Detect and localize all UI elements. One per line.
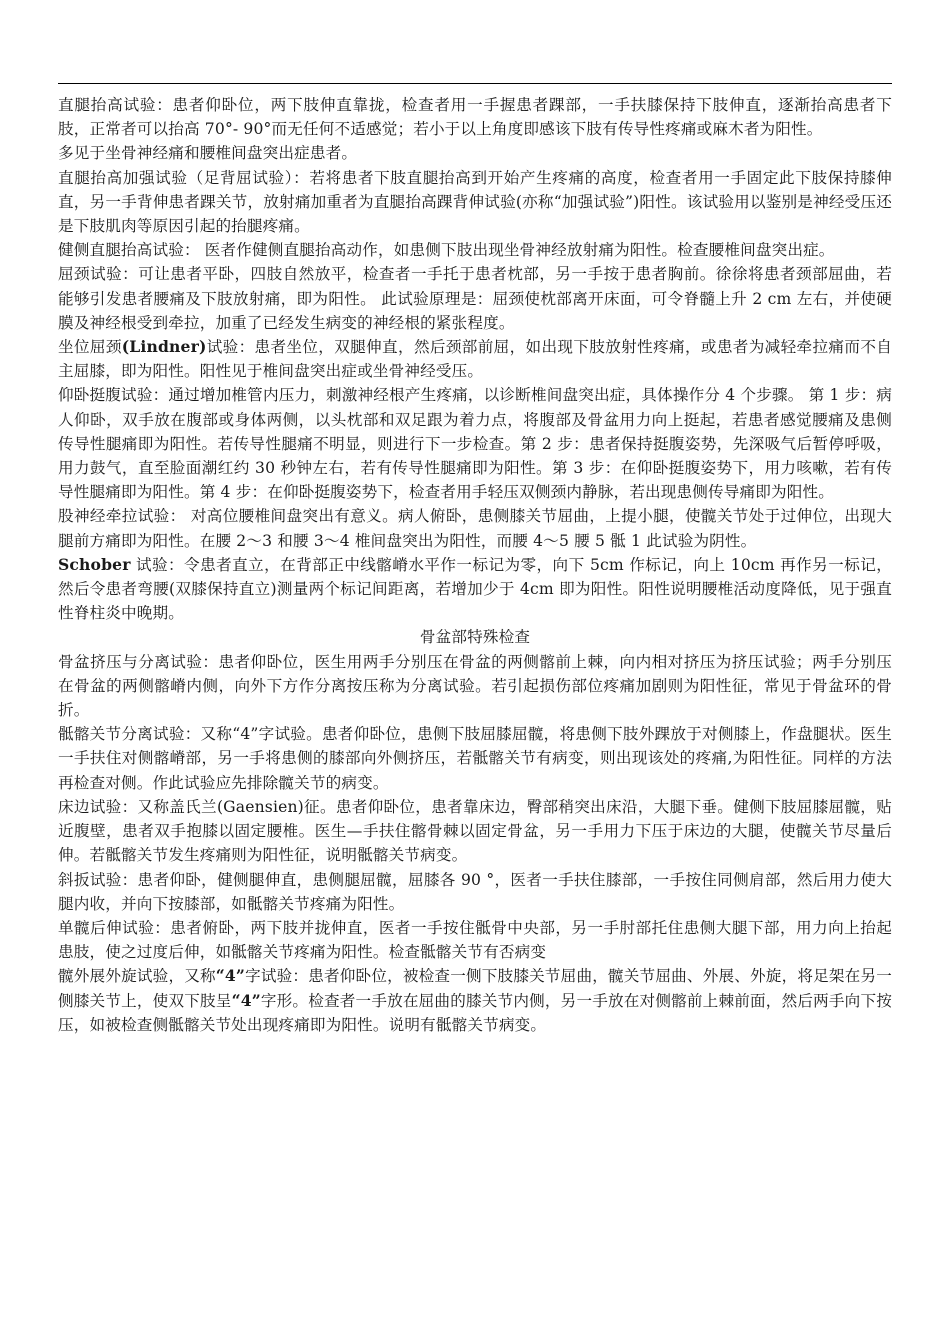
header-rule	[58, 83, 892, 84]
hip-bold-1: “4”	[215, 966, 246, 986]
neck-flexion-paragraph: 屈颈试验：可让患者平卧，四肢自然放平，检查者一手托于患者枕部，另一手按于患者胸前。徐徐将患者颈部屈曲，若能够引发患者腰痛及下肢放射痛，即为阳性。 此试验原理是：屈颈使枕部离开床面，可令脊髓上升 2 cm 左右，并使硬膜及神经根受到牵拉，加重了已经发生病变的神经根的紧张程度。	[58, 265, 892, 332]
supine-abdomen-paragraph: 仰卧挺腹试验：通过增加椎管内压力，刺激神经根产生疼痛，以诊断椎间盘突出症，具体操作分 4 个步骤。 第 1 步：病人仰卧，双手放在腹部或身体两侧，以头枕部和双足跟为着力点，将腹部及骨盆用力向上挺起，若患者感觉腰痛及患侧传导性腿痛即为阳性。若传导性腿痛不明显，则进行下一步检查。第 2 步：患者保持挺腹姿势，先深吸气后暂停呼吸，用力鼓气，直至脸面潮红约 30 秒钟左右，若有传导性腿痛即为阳性。第 3 步：在仰卧挺腹姿势下，用力咳嗽，若有传导性腿痛即为阳性。第 4 步：在仰卧挺腹姿势下，检查者用手轻压双侧颈内静脉，若出现患侧传导痛即为阳性。	[58, 386, 892, 502]
gaenslen-paragraph: 床边试验：又称盖氏兰(Gaensien)征。患者仰卧位，患者靠床边，臀部稍突出床沿，大腿下垂。健侧下肢屈膝屈髋，贴近腹壁，患者双手抱膝以固定腰椎。医生—手扶住髂骨棘以固定骨盆，另一手用力下压于床边的大腿，使髋关节尽量后伸。若骶髂关节发生疼痛则为阳性征，说明骶髂关节病变。	[58, 797, 892, 865]
schober-rest: 试验：令患者直立，在背部正中线髂嵴水平作一标记为零，向下 5cm 作标记，向上 10cm 再作另一标记，然后令患者弯腰(双膝保持直立)测量两个标记间距离，若增加少于 4cm 即为阳性。阳性说明腰椎活动度降低，见于强直性脊柱炎中晚期。	[58, 555, 892, 623]
hip-text-c: 字形。检查者一手放在屈曲的膝关节内侧，另一手放在对侧髂前上棘前面，然后两手向下按压，如被检查侧骶髂关节处出现疼痛即为阳性。说明有骶髂关节病变。	[58, 991, 892, 1034]
hip-text-a: 髋外展外旋试验，又称	[58, 967, 216, 986]
pelvic-compression-paragraph: 骨盆挤压与分离试验：患者仰卧位，医生用两手分别压在骨盆的两侧髂前上棘，向内相对挤压为挤压试验；两手分别压在骨盆的两侧髂嵴内侧，向外下方作分离按压称为分离试验。若引起损伤部位疼痛加剧则为阳性征，常见于骨盆环的骨折。	[58, 652, 892, 720]
straight-leg-raise-paragraph: 直腿抬高试验：患者仰卧位，两下肢伸直靠拢，检查者用一手握患者踝部，一手扶膝保持下肢伸直，逐渐抬高患者下肢，正常者可以抬高 70°- 90°而无任何不适感觉；若小于以上角度即感该下肢有传导性疼痛或麻木者为阳性。	[58, 96, 892, 139]
schober-bold: Schober	[58, 554, 131, 574]
sacroiliac-separation-paragraph: 骶髂关节分离试验：又称“4”字试验。患者仰卧位，患侧下肢屈膝屈髋，将患侧下肢外踝放于对侧膝上，作盘腿状。医生一手扶住对侧髂嵴部，另一手将患侧的膝部向外侧挤压，若骶髂关节有病变，则出现该处的疼痛,为阳性征。同样的方法再检查对侧。作此试验应先排除髋关节的病变。	[58, 725, 892, 792]
lindner-paragraph	[58, 335, 892, 383]
femoral-stretch-paragraph: 股神经牵拉试验： 对高位腰椎间盘突出有意义。病人俯卧，患侧膝关节屈曲，上提小腿，使髋关节处于过伸位，出现大腿前方痛即为阳性。在腰 2～3 和腰 3～4 椎间盘突出为阳性，而腰 4～5 腰 5 骶 1 此试验为阴性。	[58, 507, 892, 550]
schober-paragraph	[58, 553, 892, 626]
sciatica-note-paragraph: 多见于坐骨神经痛和腰椎间盘突出症患者。	[58, 144, 358, 163]
lindner-prefix: 坐位屈颈	[58, 338, 122, 357]
single-hip-extension-paragraph: 单髋后伸试验：患者俯卧，两下肢并拢伸直，医者一手按住骶骨中央部，另一手肘部托住患侧大腿下部，用力向上抬起患肢，使之过度后伸，如骶髂关节疼痛为阳性。检查骶髂关节有否病变	[58, 918, 892, 962]
lindner-bold: (Lindner)	[121, 337, 207, 357]
lindner-rest: 试验：患者坐位，双腿伸直，然后颈部前屈，如出现下肢放射性疼痛，或患者为减轻牵拉痛而不自主屈膝，即为阳性。阳性见于椎间盘突出症或坐骨神经受压。	[58, 338, 893, 381]
hip-text-b: 字试验：患者仰卧位，被检查一侧下肢膝关节屈曲，髋关节屈曲、外展、外旋，将足架在另一侧膝关节上，使双下肢呈	[58, 967, 892, 1010]
contralateral-slr-paragraph: 健侧直腿抬高试验： 医者作健侧直腿抬高动作，如患侧下肢出现坐骨神经放射痛为阳性。检查腰椎间盘突出症。	[58, 241, 835, 260]
hip-abduction-paragraph	[58, 964, 892, 1037]
hip-bold-2: “4”	[231, 990, 261, 1010]
oblique-pull-paragraph: 斜扳试验：患者仰卧，健侧腿伸直，患侧腿屈髋，屈膝各 90 °，医者一手扶住膝部，一手按住同侧肩部，然后用力使大腿内收，并向下按膝部，如骶髂关节疼痛为阳性。	[58, 870, 892, 913]
document-body	[58, 93, 892, 1037]
reinforced-slr-paragraph: 直腿抬高加强试验（足背屈试验）：若将患者下肢直腿抬高到开始产生疼痛的高度，检查者用一手固定此下肢保持膝伸直，另一手背伸患者踝关节，放射痛加重者为直腿抬高踝背伸试验(亦称“加强试验”)阳性。该试验用以鉴别是神经受压还是下肢肌肉等原因引起的抬腿疼痛。	[58, 168, 892, 236]
section-title: 骨盆部特殊检查	[419, 628, 531, 647]
